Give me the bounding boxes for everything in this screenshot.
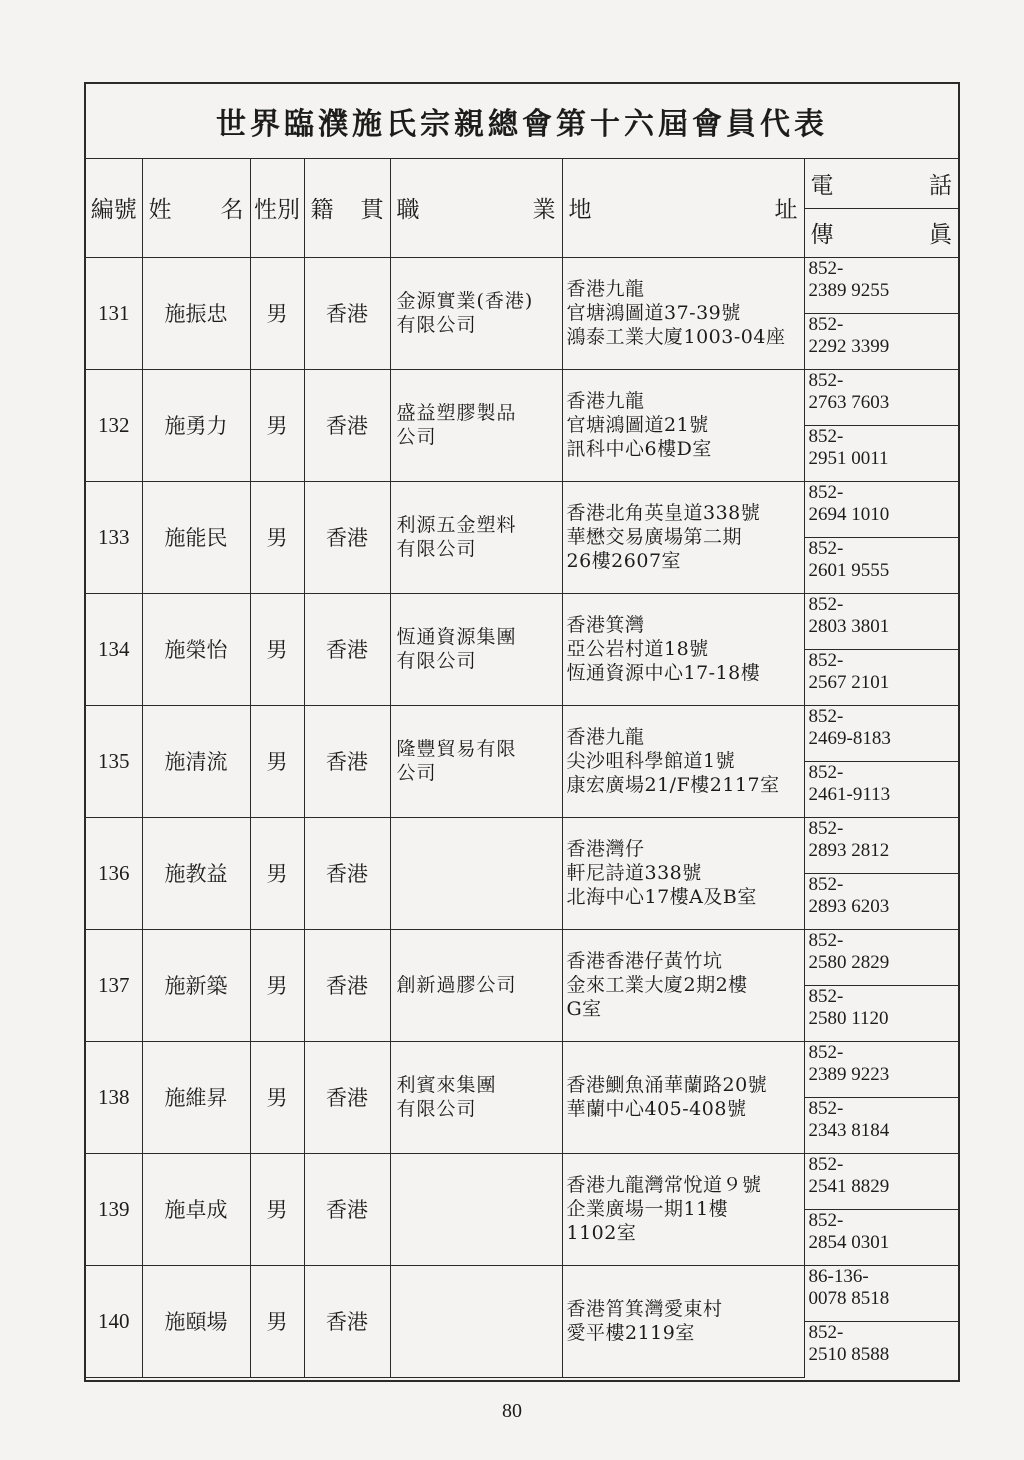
- member-number: 138: [86, 1041, 142, 1153]
- member-fax: [804, 1097, 958, 1153]
- telephone-line: 852-: [808, 1153, 844, 1175]
- table-row: [86, 1153, 958, 1209]
- occupation-line: 隆豐貿易有限: [396, 738, 517, 760]
- member-address: [562, 705, 804, 817]
- fax-line: 852-: [808, 985, 844, 1007]
- member-sex: 男: [250, 1265, 304, 1377]
- member-fax: [804, 1209, 958, 1265]
- address-line: 香港鰂魚涌華蘭路20號: [566, 1074, 768, 1096]
- member-telephone: [804, 369, 958, 425]
- member-sex: 男: [250, 705, 304, 817]
- fax-line: 2951 0011: [808, 447, 889, 469]
- fax-line: 852-: [808, 649, 844, 671]
- telephone-line: 2389 9223: [808, 1063, 890, 1085]
- occupation-line: 創新過膠公司: [396, 974, 517, 996]
- fax-line: 2893 6203: [808, 895, 890, 917]
- member-origin: 香港: [304, 705, 390, 817]
- member-table-sheet: [84, 82, 960, 1382]
- address-line: 香港箕灣: [566, 614, 645, 636]
- table-row: [86, 257, 958, 313]
- member-name: 施勇力: [142, 369, 250, 481]
- member-name: 施振忠: [142, 257, 250, 369]
- member-sex: 男: [250, 593, 304, 705]
- member-fax: [804, 313, 958, 369]
- fax-line: 2510 8588: [808, 1343, 890, 1365]
- member-origin: 香港: [304, 593, 390, 705]
- fax-line: 852-: [808, 1097, 844, 1119]
- fax-line: 852-: [808, 761, 844, 783]
- address-line: 北海中心17樓A及B室: [566, 886, 757, 908]
- occupation-line: 公司: [396, 426, 437, 448]
- member-fax: [804, 873, 958, 929]
- fax-line: 852-: [808, 873, 844, 895]
- member-telephone: [804, 1153, 958, 1209]
- address-line: 金來工業大廈2期2樓: [566, 974, 748, 996]
- telephone-line: 852-: [808, 257, 844, 279]
- fax-line: 852-: [808, 425, 844, 447]
- header-name: 姓 名: [142, 159, 250, 257]
- header-telephone: 電 話: [804, 159, 958, 208]
- telephone-line: 2893 2812: [808, 839, 890, 861]
- address-line: 26樓2607室: [566, 550, 682, 572]
- telephone-line: 852-: [808, 817, 844, 839]
- member-occupation: [390, 481, 562, 593]
- fax-line: 852-: [808, 537, 844, 559]
- member-number: 134: [86, 593, 142, 705]
- member-address: [562, 929, 804, 1041]
- member-origin: 香港: [304, 481, 390, 593]
- member-fax: [804, 537, 958, 593]
- address-line: 香港九龍: [566, 726, 645, 748]
- fax-line: 852-: [808, 313, 844, 335]
- member-occupation: [390, 1041, 562, 1153]
- member-name: 施維昇: [142, 1041, 250, 1153]
- occupation-line: 盛益塑膠製品: [396, 402, 517, 424]
- table-row: [86, 481, 958, 537]
- occupation-line: 有限公司: [396, 538, 477, 560]
- address-line: 恆通資源中心17-18樓: [566, 662, 761, 684]
- member-occupation: [390, 593, 562, 705]
- member-telephone: [804, 929, 958, 985]
- address-line: 香港九龍: [566, 278, 645, 300]
- header-origin: 籍 貫: [304, 159, 390, 257]
- member-telephone: [804, 1265, 958, 1321]
- member-name: 施清流: [142, 705, 250, 817]
- member-sex: 男: [250, 817, 304, 929]
- telephone-line: 2389 9255: [808, 279, 890, 301]
- member-occupation: [390, 1153, 562, 1265]
- member-fax: [804, 761, 958, 817]
- telephone-line: 852-: [808, 929, 844, 951]
- address-line: 1102室: [566, 1222, 637, 1244]
- table-row: [86, 593, 958, 649]
- member-fax: [804, 1321, 958, 1377]
- member-address: [562, 481, 804, 593]
- telephone-line: 2694 1010: [808, 503, 890, 525]
- address-line: 香港九龍灣常悅道９號: [566, 1174, 762, 1196]
- table-row: [86, 369, 958, 425]
- telephone-line: 852-: [808, 705, 844, 727]
- member-telephone: [804, 257, 958, 313]
- member-occupation: [390, 257, 562, 369]
- member-number: 131: [86, 257, 142, 369]
- fax-line: 852-: [808, 1209, 844, 1231]
- telephone-line: 852-: [808, 593, 844, 615]
- fax-line: 2854 0301: [808, 1231, 890, 1253]
- address-line: 康宏廣場21/F樓2117室: [566, 774, 780, 796]
- address-line: 官塘鴻圖道21號: [566, 414, 709, 436]
- member-sex: 男: [250, 369, 304, 481]
- member-telephone: [804, 481, 958, 537]
- member-name: 施新築: [142, 929, 250, 1041]
- member-occupation: [390, 705, 562, 817]
- fax-line: 2567 2101: [808, 671, 890, 693]
- occupation-line: 利賓來集團: [396, 1074, 497, 1096]
- member-fax: [804, 985, 958, 1041]
- member-occupation: [390, 817, 562, 929]
- header-occupation: 職 業: [390, 159, 562, 257]
- table-row: [86, 705, 958, 761]
- header-num: 編號: [86, 159, 142, 257]
- occupation-line: 恆通資源集團: [396, 626, 517, 648]
- telephone-line: 86-136-: [808, 1265, 869, 1287]
- member-name: 施能民: [142, 481, 250, 593]
- member-fax: [804, 425, 958, 481]
- member-origin: 香港: [304, 929, 390, 1041]
- member-table: [86, 159, 958, 1378]
- member-occupation: [390, 369, 562, 481]
- occupation-line: 有限公司: [396, 314, 477, 336]
- member-number: 132: [86, 369, 142, 481]
- member-telephone: [804, 1041, 958, 1097]
- address-line: 鴻泰工業大廈1003-04座: [566, 326, 786, 348]
- member-fax: [804, 649, 958, 705]
- member-number: 137: [86, 929, 142, 1041]
- telephone-line: 2763 7603: [808, 391, 890, 413]
- address-line: G室: [566, 998, 602, 1020]
- address-line: 華蘭中心405-408號: [566, 1098, 747, 1120]
- telephone-line: 852-: [808, 1041, 844, 1063]
- member-address: [562, 1265, 804, 1377]
- fax-line: 2580 1120: [808, 1007, 889, 1029]
- occupation-line: 金源實業(香港): [396, 290, 534, 312]
- member-telephone: [804, 817, 958, 873]
- address-line: 香港九龍: [566, 390, 645, 412]
- member-name: 施榮怡: [142, 593, 250, 705]
- member-origin: 香港: [304, 1265, 390, 1377]
- header-address: 地 址: [562, 159, 804, 257]
- member-origin: 香港: [304, 817, 390, 929]
- address-line: 愛平樓2119室: [566, 1322, 695, 1344]
- member-origin: 香港: [304, 1153, 390, 1265]
- telephone-line: 2541 8829: [808, 1175, 890, 1197]
- member-number: 136: [86, 817, 142, 929]
- table-row: [86, 1041, 958, 1097]
- table-row: [86, 817, 958, 873]
- table-row: [86, 1265, 958, 1321]
- fax-line: 852-: [808, 1321, 844, 1343]
- address-line: 香港灣仔: [566, 838, 645, 860]
- page-number: 80: [502, 1400, 522, 1422]
- header-sex: 性別: [250, 159, 304, 257]
- occupation-line: 有限公司: [396, 1098, 477, 1120]
- occupation-line: 有限公司: [396, 650, 477, 672]
- address-line: 亞公岩村道18號: [566, 638, 709, 660]
- member-telephone: [804, 593, 958, 649]
- telephone-line: 852-: [808, 481, 844, 503]
- member-sex: 男: [250, 257, 304, 369]
- member-sex: 男: [250, 929, 304, 1041]
- member-telephone: [804, 705, 958, 761]
- address-line: 香港北角英皇道338號: [566, 502, 761, 524]
- member-address: [562, 1041, 804, 1153]
- member-occupation: [390, 1265, 562, 1377]
- telephone-line: 2803 3801: [808, 615, 890, 637]
- member-address: [562, 257, 804, 369]
- member-address: [562, 817, 804, 929]
- member-number: 133: [86, 481, 142, 593]
- member-origin: 香港: [304, 257, 390, 369]
- occupation-line: 公司: [396, 762, 437, 784]
- member-name: 施頤場: [142, 1265, 250, 1377]
- member-name: 施教益: [142, 817, 250, 929]
- address-line: 企業廣場一期11樓: [566, 1198, 729, 1220]
- member-sex: 男: [250, 481, 304, 593]
- fax-line: 2292 3399: [808, 335, 890, 357]
- address-line: 華懋交易廣場第二期: [566, 526, 743, 548]
- occupation-line: 利源五金塑料: [396, 514, 517, 536]
- header-fax: 傳 眞: [804, 208, 958, 257]
- address-line: 尖沙咀科學館道1號: [566, 750, 736, 772]
- address-line: 訊科中心6樓D室: [566, 438, 712, 460]
- member-address: [562, 1153, 804, 1265]
- telephone-line: 852-: [808, 369, 844, 391]
- member-origin: 香港: [304, 1041, 390, 1153]
- header-row: [86, 159, 958, 208]
- fax-line: 2601 9555: [808, 559, 890, 581]
- member-address: [562, 369, 804, 481]
- address-line: 香港香港仔黃竹坑: [566, 950, 723, 972]
- member-number: 135: [86, 705, 142, 817]
- address-line: 官塘鴻圖道37-39號: [566, 302, 741, 324]
- table-row: [86, 929, 958, 985]
- member-origin: 香港: [304, 369, 390, 481]
- member-name: 施卓成: [142, 1153, 250, 1265]
- member-occupation: [390, 929, 562, 1041]
- address-line: 香港筲箕灣愛東村: [566, 1298, 723, 1320]
- member-number: 139: [86, 1153, 142, 1265]
- telephone-line: 2580 2829: [808, 951, 890, 973]
- member-number: 140: [86, 1265, 142, 1377]
- address-line: 軒尼詩道338號: [566, 862, 702, 884]
- member-sex: 男: [250, 1041, 304, 1153]
- fax-line: 2343 8184: [808, 1119, 890, 1141]
- telephone-line: 2469-8183: [808, 727, 891, 749]
- member-address: [562, 593, 804, 705]
- fax-line: 2461-9113: [808, 783, 891, 805]
- telephone-line: 0078 8518: [808, 1287, 890, 1309]
- member-sex: 男: [250, 1153, 304, 1265]
- page-title: 世界臨濮施氏宗親總會第十六屆會員代表: [86, 84, 958, 159]
